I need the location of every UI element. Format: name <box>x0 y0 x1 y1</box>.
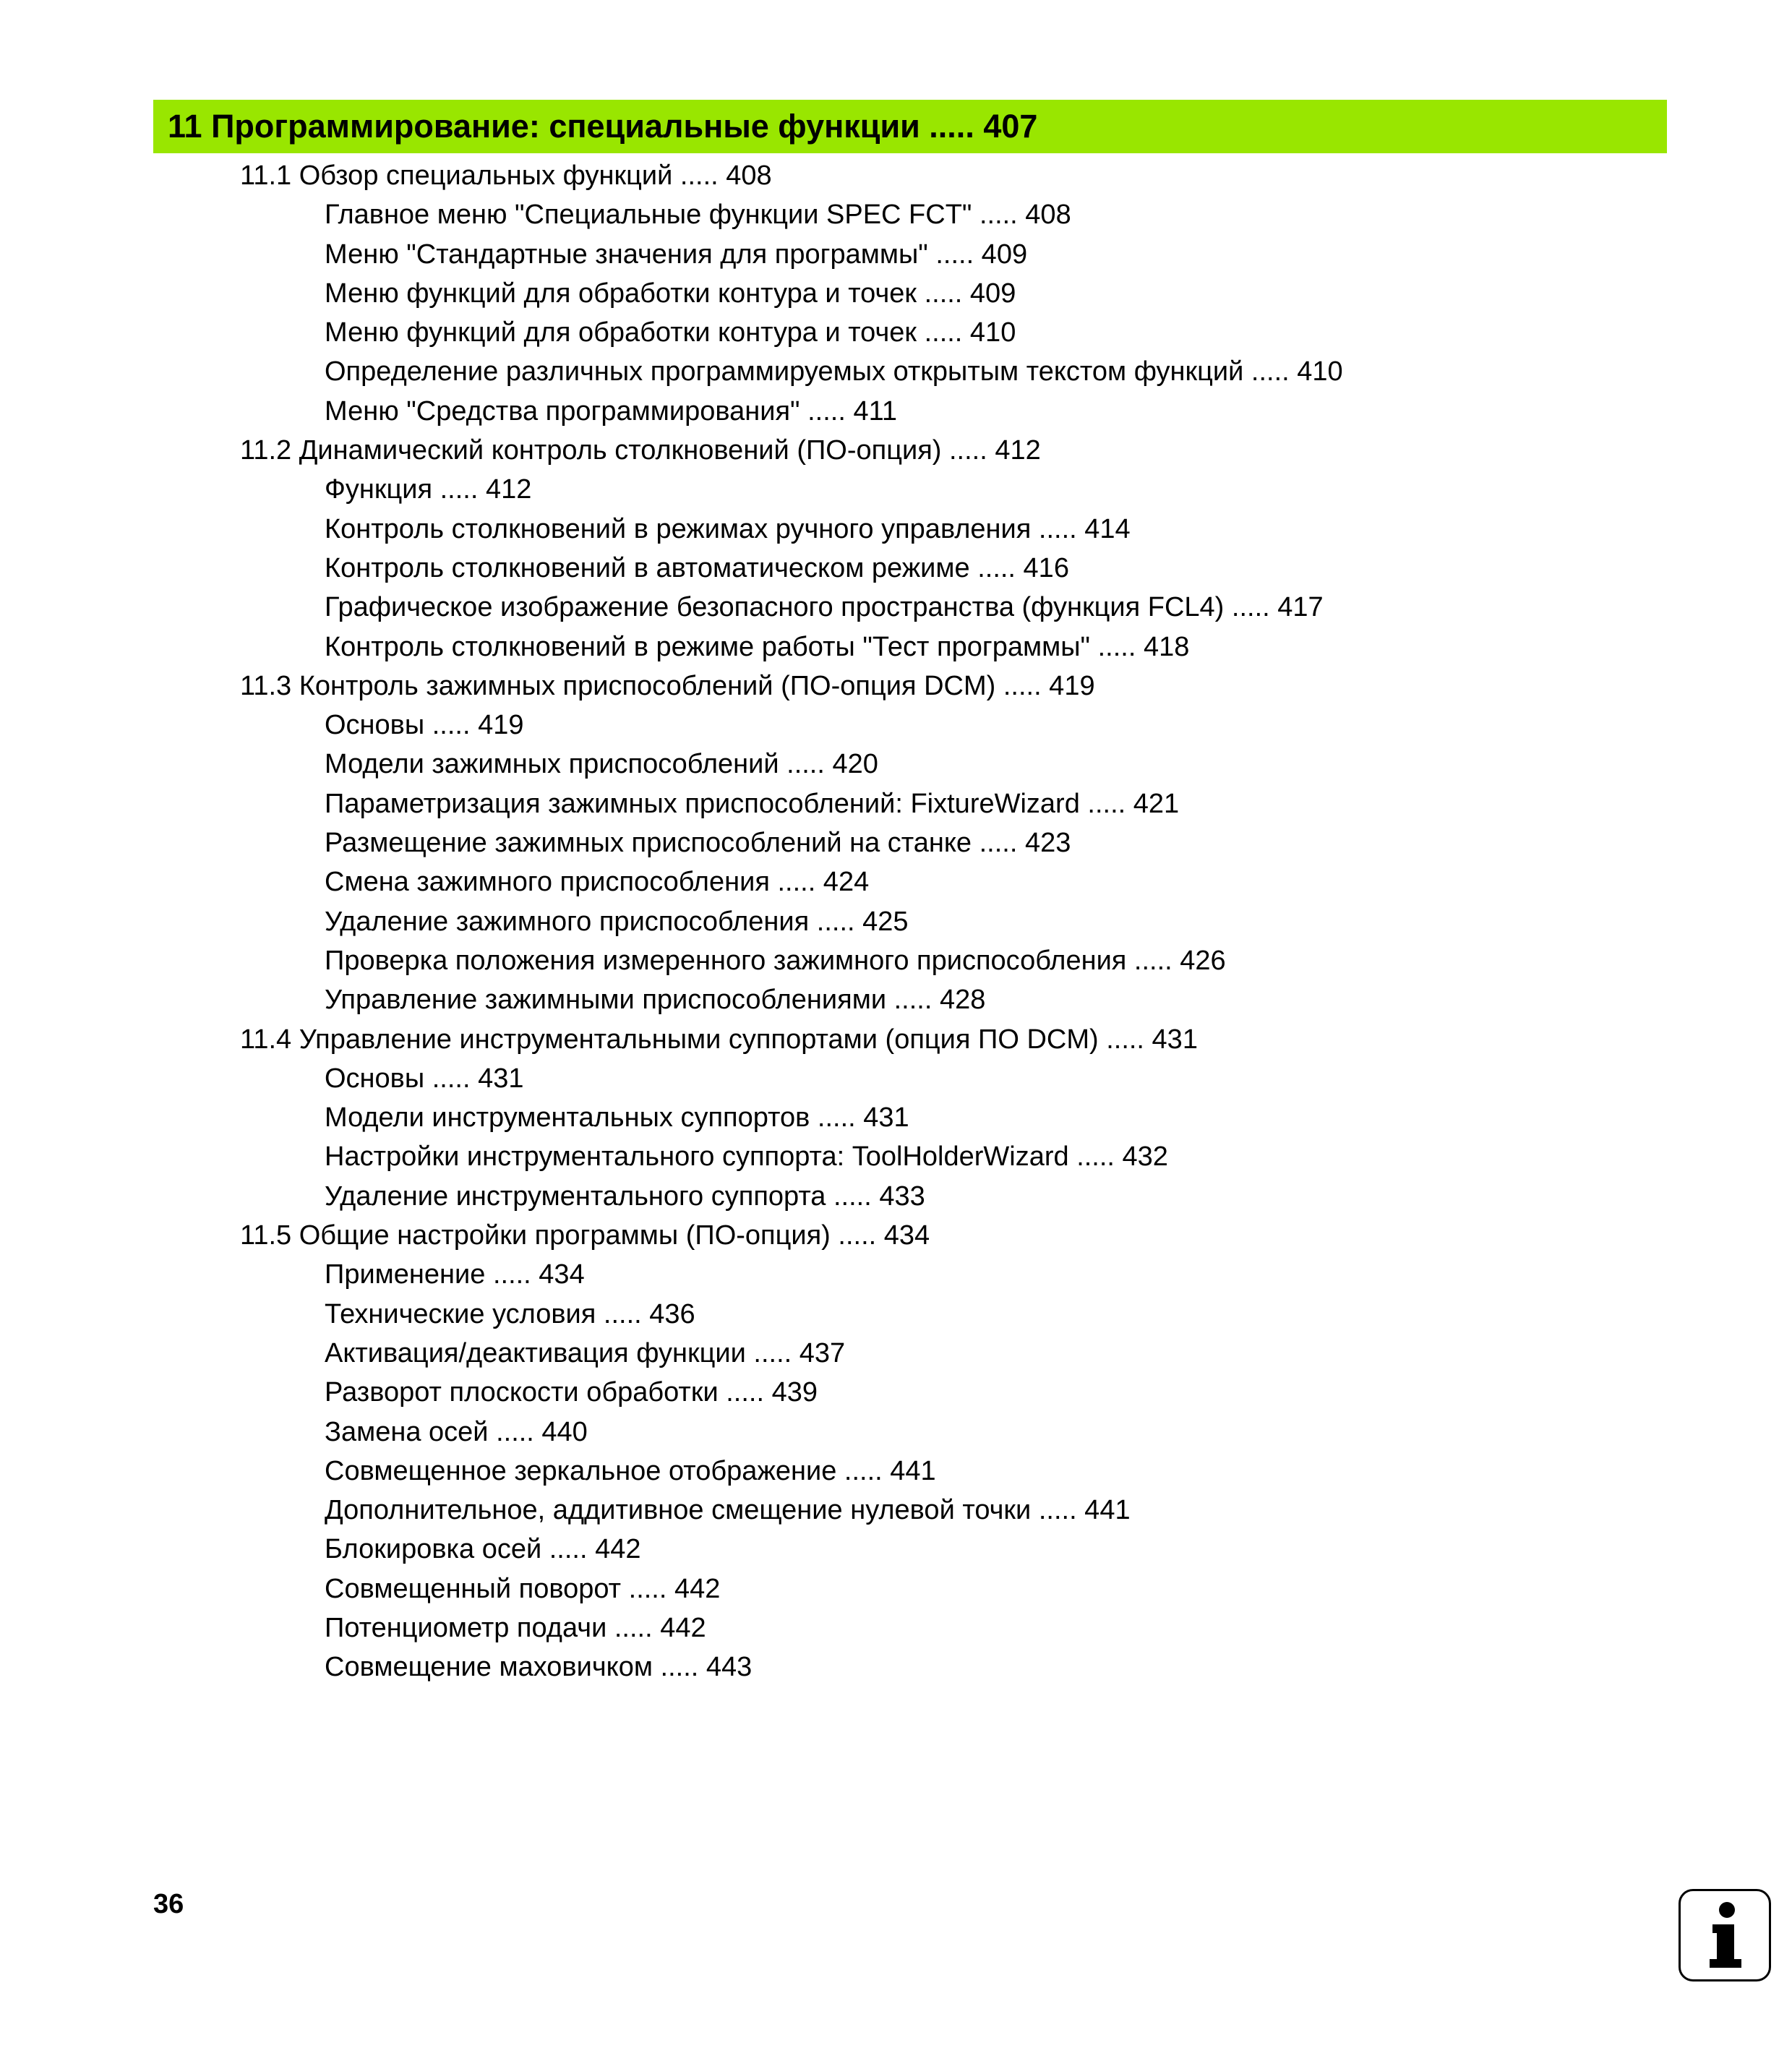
toc-subsection-entry[interactable]: Удаление инструментального суппорта ..... 433 <box>325 1181 925 1212</box>
toc-subsection-entry[interactable]: Меню функций для обработки контура и точек ..... 409 <box>325 278 1016 309</box>
toc-subsection-entry[interactable]: Основы ..... 419 <box>325 710 524 741</box>
toc-subsection-entry[interactable]: Активация/деактивация функции ..... 437 <box>325 1337 846 1368</box>
toc-section-entry[interactable]: 11.2 Динамический контроль столкновений (ПО-опция) ..... 412 <box>240 435 1041 466</box>
toc-subsection-entry[interactable]: Меню функций для обработки контура и точек ..... 410 <box>325 317 1016 348</box>
toc-subsection-entry[interactable]: Удаление зажимного приспособления ..... 425 <box>325 906 909 937</box>
toc-subsection-entry[interactable]: Совмещение маховичком ..... 443 <box>325 1652 753 1683</box>
page-number: 36 <box>153 1889 184 1919</box>
chapter-header <box>153 100 1667 153</box>
toc-subsection-entry[interactable]: Главное меню "Специальные функции SPEC FCT" ..... 408 <box>325 200 1071 231</box>
toc-subsection-entry[interactable]: Замена осей ..... 440 <box>325 1416 588 1447</box>
table-of-contents <box>0 156 1792 1687</box>
toc-subsection-entry[interactable]: Модели зажимных приспособлений ..... 420 <box>325 749 878 780</box>
toc-subsection-entry[interactable]: Меню "Средства программирования" ..... 411 <box>325 395 898 427</box>
toc-subsection-entry[interactable]: Контроль столкновений в автоматическом режиме ..... 416 <box>325 552 1069 583</box>
toc-subsection-entry[interactable]: Разворот плоскости обработки ..... 439 <box>325 1377 818 1408</box>
toc-subsection-entry[interactable]: Потенциометр подачи ..... 442 <box>325 1612 706 1643</box>
toc-section-entry[interactable]: 11.4 Управление инструментальными суппортами (опция ПО DCM) ..... 431 <box>240 1024 1198 1055</box>
toc-subsection-entry[interactable]: Определение различных программируемых открытым текстом функций ..... 410 <box>325 356 1343 387</box>
toc-subsection-entry[interactable]: Параметризация зажимных приспособлений: FixtureWizard ..... 421 <box>325 788 1180 819</box>
toc-subsection-entry[interactable]: Настройки инструментального суппорта: ToolHolderWizard ..... 432 <box>325 1141 1168 1173</box>
toc-subsection-entry[interactable]: Совмещенный поворот ..... 442 <box>325 1573 721 1604</box>
toc-subsection-entry[interactable]: Контроль столкновений в режимах ручного управления ..... 414 <box>325 513 1131 544</box>
toc-subsection-entry[interactable]: Совмещенное зеркальное отображение ..... 441 <box>325 1455 936 1486</box>
toc-section-entry[interactable]: 11.5 Общие настройки программы (ПО-опция) ..... 434 <box>240 1220 930 1251</box>
toc-subsection-entry[interactable]: Смена зажимного приспособления ..... 424 <box>325 867 870 898</box>
toc-subsection-entry[interactable]: Основы ..... 431 <box>325 1063 524 1094</box>
info-icon[interactable] <box>1679 1889 1771 1981</box>
toc-subsection-entry[interactable]: Меню "Стандартные значения для программы" ..... 409 <box>325 239 1028 270</box>
toc-subsection-entry[interactable]: Графическое изображение безопасного пространства (функция FCL4) ..... 417 <box>325 592 1324 623</box>
toc-subsection-entry[interactable]: Применение ..... 434 <box>325 1259 585 1290</box>
toc-subsection-entry[interactable]: Блокировка осей ..... 442 <box>325 1534 641 1565</box>
toc-subsection-entry[interactable]: Размещение зажимных приспособлений на станке ..... 423 <box>325 828 1071 859</box>
toc-subsection-entry[interactable]: Функция ..... 412 <box>325 474 532 505</box>
toc-subsection-entry[interactable]: Проверка положения измеренного зажимного приспособления ..... 426 <box>325 945 1226 976</box>
toc-section-entry[interactable]: 11.3 Контроль зажимных приспособлений (ПО-опция DCM) ..... 419 <box>240 670 1095 701</box>
chapter-title[interactable]: 11 Программирование: специальные функции ..... 407 <box>168 108 1038 145</box>
toc-subsection-entry[interactable]: Управление зажимными приспособлениями ..... 428 <box>325 985 986 1016</box>
toc-subsection-entry[interactable]: Контроль столкновений в режиме работы "Тест программы" ..... 418 <box>325 631 1190 662</box>
toc-subsection-entry[interactable]: Технические условия ..... 436 <box>325 1298 695 1329</box>
toc-subsection-entry[interactable]: Модели инструментальных суппортов ..... 431 <box>325 1102 909 1134</box>
toc-section-entry[interactable]: 11.1 Обзор специальных функций ..... 408 <box>240 160 772 191</box>
toc-subsection-entry[interactable]: Дополнительное, аддитивное смещение нулевой точки ..... 441 <box>325 1495 1131 1526</box>
